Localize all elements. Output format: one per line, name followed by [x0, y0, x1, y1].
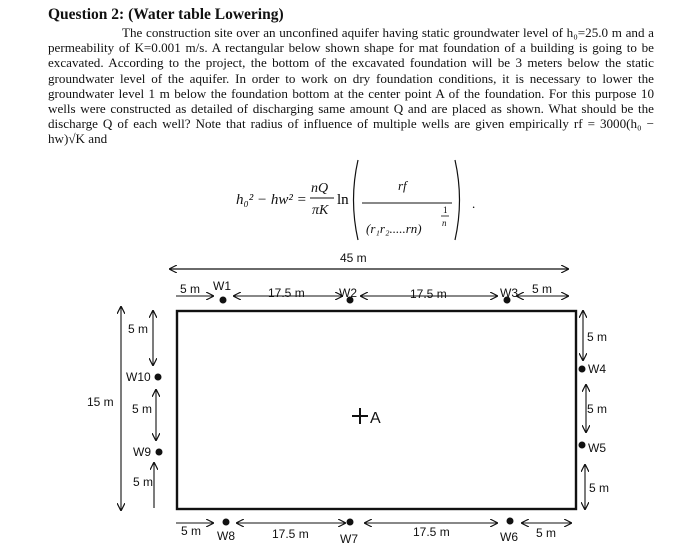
top-dim-a: 5 m — [180, 282, 201, 296]
well-w4 — [579, 366, 586, 373]
right-dim-c: 5 m — [589, 481, 610, 495]
top-dim-b: 17.5 m — [268, 286, 305, 300]
formula-arg-numerator: rf — [398, 178, 407, 193]
total-width-label: 45 m — [340, 251, 367, 265]
right-dim-b: 5 m — [587, 402, 608, 416]
formula-exp-numerator: 1 — [443, 205, 448, 215]
well-w6 — [507, 518, 514, 525]
bottom-dim-b: 17.5 m — [272, 527, 309, 541]
left-dim-a: 5 m — [128, 322, 149, 336]
right-dim-a: 5 m — [587, 330, 608, 344]
well-w9-label: W9 — [133, 445, 151, 459]
well-w1-label: W1 — [213, 279, 231, 293]
top-dim-c: 17.5 m — [410, 287, 447, 301]
center-point-A — [352, 408, 368, 424]
well-w2-label: W2 — [339, 286, 357, 300]
formula-ln: ln — [337, 192, 349, 208]
top-dim-d: 5 m — [532, 282, 553, 296]
well-w10-label: W10 — [126, 370, 151, 384]
center-point-label: A — [370, 410, 381, 427]
left-dim-c: 5 m — [133, 475, 154, 489]
well-w4-label: W4 — [588, 362, 606, 376]
question-paragraph: The construction site over an unconfined aquifer having static groundwater level of h₀=25.0 m and a permeability of K=0.001 m/s. A rectangular below shown shape for mat foundation of a building is going to be excavated. According to the project, the bottom of the excavated foundation will be 3 meters below the static groundwater level of the aquifer. In order to work on dry foundation conditions, it is necessary to lower the groundwater level 1 m below the foundation bottom at the center point A of the foundation. For this purpose 10 wells were constructed as detailed of discharging same amount Q and are placed as shown. What should be the discharge Q of each well? Note that radius of influence of multiple wells are given empirically rf = 3000(h₀ − hw)√K and — [48, 25, 654, 147]
formula-exp-denominator: n — [442, 218, 447, 228]
well-w8 — [223, 519, 230, 526]
well-w10 — [155, 374, 162, 381]
formula-coef-numerator: nQ — [311, 181, 329, 196]
bottom-dim-c: 17.5 m — [413, 525, 450, 539]
well-w6-label: W6 — [500, 530, 518, 544]
formula-paren-left — [354, 160, 359, 240]
height-label: 15 m — [87, 395, 114, 409]
drawdown-formula — [236, 160, 475, 240]
foundation-diagram — [87, 251, 609, 546]
well-w7-label: W7 — [340, 532, 358, 546]
left-dim-b: 5 m — [132, 402, 153, 416]
well-w5 — [579, 442, 586, 449]
formula-coef-denominator: πK — [312, 203, 329, 218]
well-w9 — [156, 449, 163, 456]
bottom-dim-a: 5 m — [181, 524, 202, 538]
formula-paren-right — [455, 160, 460, 240]
well-w8-label: W8 — [217, 529, 235, 543]
question-title: Question 2: (Water table Lowering) — [48, 6, 284, 23]
bottom-dim-d: 5 m — [536, 526, 557, 540]
well-w7 — [347, 519, 354, 526]
well-w3-label: W3 — [500, 286, 518, 300]
well-w5-label: W5 — [588, 441, 606, 455]
formula-arg-denominator: (r₁r₂.....rn) — [366, 221, 422, 236]
formula-end: . — [472, 196, 476, 211]
formula-lhs: h₀² − hw² = — [236, 192, 307, 208]
well-w1 — [220, 297, 227, 304]
